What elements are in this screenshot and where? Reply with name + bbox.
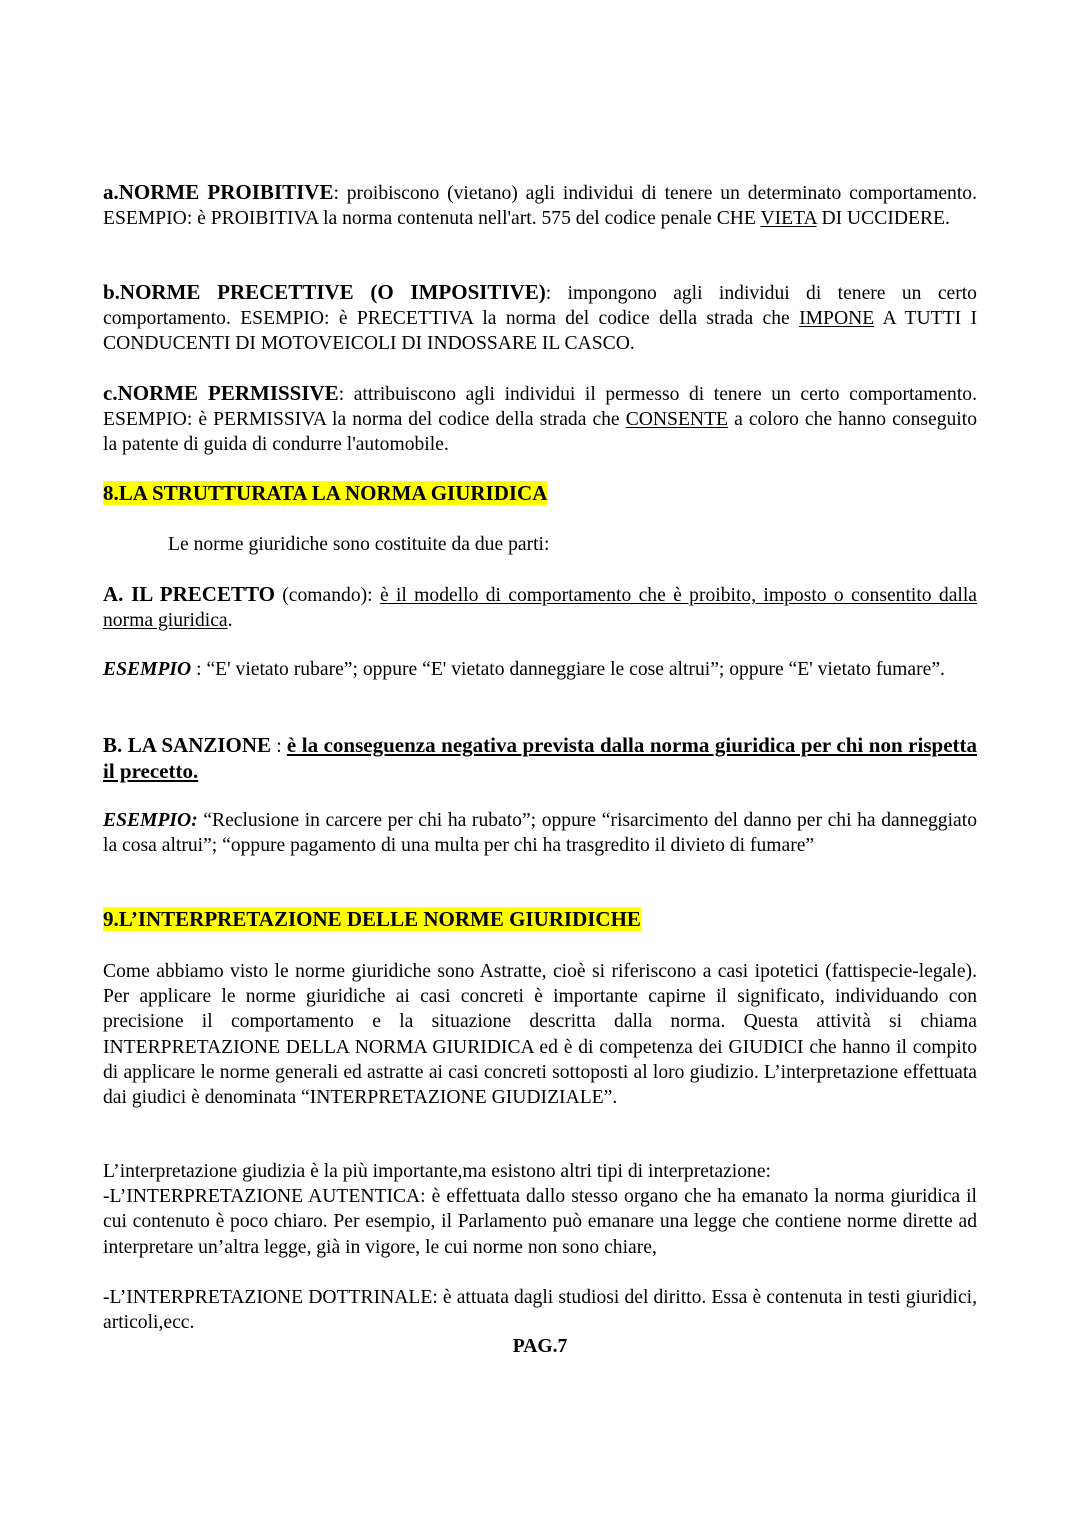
section-8-heading: 8.LA STRUTTURATA LA NORMA GIURIDICA — [103, 481, 548, 505]
text: (comando): — [274, 585, 380, 606]
precetto-title: A. IL PRECETTO — [103, 582, 275, 606]
section-8-intro: Le norme giuridiche sono costituite da due parti: — [168, 534, 550, 555]
tipi-interpretazione-paragraph — [103, 1159, 977, 1260]
section-9-heading-block — [103, 907, 977, 933]
text: : “E' vietato rubare”; oppure “E' vietato danneggiare le cose altrui”; oppure “E' vietato fumare”. — [191, 659, 945, 680]
underlined-text: VIETA — [760, 208, 817, 230]
norme-proibitive-paragraph — [103, 180, 977, 231]
sanzione-paragraph — [103, 733, 977, 785]
text: A TUTTI I CONDUCENTI DI MOTOVEICOLI DI INDOSSARE IL CASCO. — [103, 308, 977, 355]
text: a coloro che hanno conseguito la patente di guida di condurre l'automobile. — [103, 409, 977, 456]
tipi-intro: L’interpretazione giudizia è la più importante,ma esistono altri tipi di interpretazione: — [103, 1161, 771, 1182]
interpretazione-dottrinale: -L’INTERPRETAZIONE DOTTRINALE: è attuata dagli studiosi del diritto. Essa è contenuta in testi giuridici, articoli,ecc. — [103, 1287, 977, 1334]
norme-permissive-title: c.NORME PERMISSIVE — [103, 381, 339, 405]
interpretazione-paragraph: Come abbiamo visto le norme giuridiche sono Astratte, cioè si riferiscono a casi ipotetici (fattispecie-legale). Per applicare le norme giuridiche ai casi concreti è importante capirne il significato, individuando con precisione il comportamento e la situazione descritta dalla norma. Questa attività si chiama INTERPRETAZIONE DELLA NORMA GIURIDICA ed è di competenza dei GIUDICI che hanno il compito di applicare le norme generali ed astratte ai casi concreti sottoposti al loro giudizio. L’interpretazione effettuata dai giudici è denominata “INTERPRETAZIONE GIUDIZIALE”. — [103, 961, 977, 1109]
precetto-definition: è il modello di comportamento che è proibito, imposto o consentito dalla norma giuridica — [103, 585, 977, 632]
norme-precettive-title: b.NORME PRECETTIVE (O IMPOSITIVE) — [103, 280, 546, 304]
interpretazione-autentica: -L’INTERPRETAZIONE AUTENTICA: è effettuata dallo stesso organo che ha emanato la norma giuridica il cui contenuto è poco chiaro. Per esempio, il Parlamento può emanare una legge che contiene norme dirette ad interpretare un’altra legge, già in vigore, le cui norme non sono chiare, — [103, 1186, 977, 1258]
text: DI UCCIDERE. — [816, 208, 950, 230]
text: . — [227, 610, 233, 632]
section-9-heading: 9.L’INTERPRETAZIONE DELLE NORME GIURIDICHE — [103, 907, 641, 931]
underlined-text: IMPONE — [799, 308, 875, 330]
text: : proibiscono (vietano) agli individui di tenere un determinato comportamento. ESEMPIO: è PROIBITIVA la norma contenuta nell'art. 575 del codice penale CHE — [103, 183, 977, 230]
esempio-label: ESEMPIO — [103, 659, 192, 680]
esempio-sanzione — [103, 808, 977, 858]
norme-proibitive-title: a.NORME PROIBITIVE — [103, 180, 334, 204]
page-number: PAG.7 — [512, 1336, 568, 1357]
sanzione-definition: è la conseguenza negativa prevista dalla norma giuridica per chi non rispetta il precetto. — [103, 733, 977, 784]
text: : impongono agli individui di tenere un certo comportamento. ESEMPIO: è PRECETTIVA la norma del codice della strada che — [103, 283, 977, 330]
esempio-label: ESEMPIO: — [103, 810, 198, 831]
text: : — [271, 736, 287, 757]
text: : attribuiscono agli individui il permesso di tenere un certo comportamento. ESEMPIO: è PERMISSIVA la norma del codice della strada che — [103, 384, 977, 431]
section-8-heading-block — [103, 481, 977, 507]
underlined-text: CONSENTE — [625, 409, 729, 431]
precetto-paragraph — [103, 582, 977, 633]
norme-permissive-paragraph — [103, 381, 977, 458]
norme-precettive-paragraph — [103, 280, 977, 357]
sanzione-title: B. LA SANZIONE — [103, 733, 272, 757]
text: “Reclusione in carcere per chi ha rubato”; oppure “risarcimento del danno per chi ha danneggiato la cosa altrui”; “oppure pagamento di una multa per chi ha trasgredito il divieto di fumare” — [103, 810, 977, 857]
esempio-precetto — [103, 657, 977, 682]
